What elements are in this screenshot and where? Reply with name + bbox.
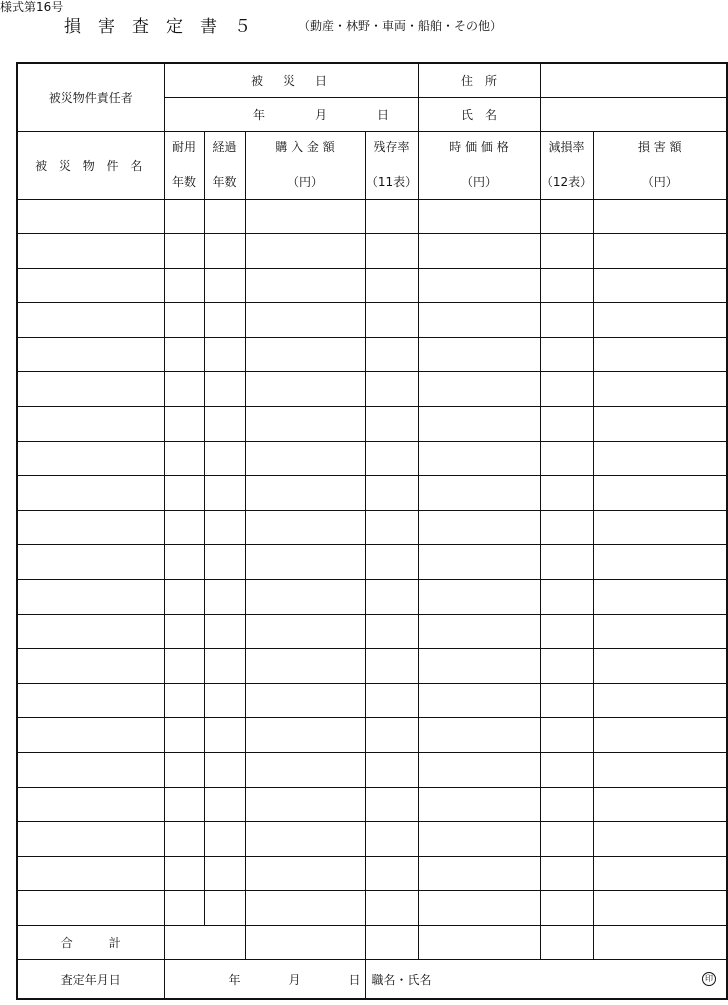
residual-rate-cell[interactable]	[365, 268, 418, 303]
depreciation-rate-cell[interactable]	[540, 337, 593, 372]
depreciation-rate-cell[interactable]	[540, 407, 593, 442]
residual-rate-cell[interactable]	[365, 614, 418, 649]
purchase-amount-cell[interactable]	[245, 580, 365, 615]
durable-years-cell[interactable]	[164, 856, 204, 891]
damage-amount-cell[interactable]	[593, 303, 727, 338]
damage-amount-cell[interactable]	[593, 856, 727, 891]
col-purchase-amount: 購 入 金 額 （円）	[245, 131, 365, 199]
item-name-cell[interactable]	[17, 649, 164, 684]
purchase-amount-cell[interactable]	[245, 683, 365, 718]
elapsed-years-cell[interactable]	[204, 580, 245, 615]
total-residual-rate[interactable]	[365, 925, 418, 959]
market-price-cell[interactable]	[418, 199, 540, 234]
market-price-cell[interactable]	[418, 234, 540, 269]
item-row	[17, 753, 727, 788]
market-price-cell[interactable]	[418, 718, 540, 753]
elapsed-years-cell[interactable]	[204, 856, 245, 891]
damage-amount-cell[interactable]	[593, 614, 727, 649]
item-name-cell[interactable]	[17, 787, 164, 822]
item-name-cell[interactable]	[17, 234, 164, 269]
total-years-cell[interactable]	[164, 925, 245, 959]
item-row	[17, 856, 727, 891]
depreciation-rate-cell[interactable]	[540, 199, 593, 234]
form-subtitle: （動産・林野・車両・船舶・その他）	[298, 19, 503, 33]
purchase-amount-cell[interactable]	[245, 787, 365, 822]
depreciation-rate-cell[interactable]	[540, 683, 593, 718]
purchase-amount-cell[interactable]	[245, 856, 365, 891]
market-price-cell[interactable]	[418, 787, 540, 822]
residual-rate-cell[interactable]	[365, 510, 418, 545]
assessment-month-unit: 月	[288, 972, 301, 987]
market-price-cell[interactable]	[418, 822, 540, 857]
residual-rate-cell[interactable]	[365, 407, 418, 442]
item-name-cell[interactable]	[17, 683, 164, 718]
purchase-amount-cell[interactable]	[245, 718, 365, 753]
elapsed-years-cell[interactable]	[204, 268, 245, 303]
elapsed-years-cell[interactable]	[204, 372, 245, 407]
market-price-cell[interactable]	[418, 407, 540, 442]
item-row	[17, 476, 727, 511]
durable-years-cell[interactable]	[164, 718, 204, 753]
durable-years-cell[interactable]	[164, 510, 204, 545]
residual-rate-cell[interactable]	[365, 337, 418, 372]
durable-years-cell[interactable]	[164, 580, 204, 615]
market-price-cell[interactable]	[418, 891, 540, 926]
market-price-cell[interactable]	[418, 649, 540, 684]
market-price-cell[interactable]	[418, 510, 540, 545]
depreciation-rate-cell[interactable]	[540, 476, 593, 511]
damage-assessment-table	[16, 62, 728, 1000]
residual-rate-cell[interactable]	[365, 545, 418, 580]
item-row	[17, 303, 727, 338]
residual-rate-cell[interactable]	[365, 372, 418, 407]
official-name-label: 職名・氏名	[371, 972, 432, 987]
assessment-date-field[interactable]	[164, 959, 365, 999]
item-row	[17, 510, 727, 545]
col-market-price: 時 価 価 格 （円）	[418, 131, 540, 199]
depreciation-rate-cell[interactable]	[540, 268, 593, 303]
elapsed-years-cell[interactable]	[204, 407, 245, 442]
depreciation-rate-cell[interactable]	[540, 234, 593, 269]
elapsed-years-cell[interactable]	[204, 545, 245, 580]
purchase-amount-cell[interactable]	[245, 303, 365, 338]
item-row	[17, 268, 727, 303]
market-price-cell[interactable]	[418, 683, 540, 718]
total-label: 合 計	[17, 925, 164, 959]
item-name-cell[interactable]	[17, 856, 164, 891]
damage-amount-cell[interactable]	[593, 649, 727, 684]
market-price-cell[interactable]	[418, 753, 540, 788]
elapsed-years-cell[interactable]	[204, 718, 245, 753]
market-price-cell[interactable]	[418, 614, 540, 649]
residual-rate-cell[interactable]	[365, 199, 418, 234]
damage-amount-cell[interactable]	[593, 476, 727, 511]
disaster-date-field[interactable]	[164, 97, 418, 131]
durable-years-cell[interactable]	[164, 268, 204, 303]
item-name-cell[interactable]	[17, 199, 164, 234]
col-item-name: 被 災 物 件 名	[17, 131, 164, 199]
total-depreciation-rate[interactable]	[540, 925, 593, 959]
elapsed-years-cell[interactable]	[204, 753, 245, 788]
assessment-date-label: 査定年月日	[17, 959, 164, 999]
residual-rate-cell[interactable]	[365, 476, 418, 511]
market-price-cell[interactable]	[418, 580, 540, 615]
market-price-cell[interactable]	[418, 268, 540, 303]
elapsed-years-cell[interactable]	[204, 337, 245, 372]
purchase-amount-cell[interactable]	[245, 407, 365, 442]
item-name-cell[interactable]	[17, 822, 164, 857]
durable-years-cell[interactable]	[164, 407, 204, 442]
durable-years-cell[interactable]	[164, 234, 204, 269]
depreciation-rate-cell[interactable]	[540, 303, 593, 338]
damage-amount-cell[interactable]	[593, 268, 727, 303]
residual-rate-cell[interactable]	[365, 822, 418, 857]
col-durable-years: 耐用 年数	[164, 131, 204, 199]
col-damage-amount: 損 害 額 （円）	[593, 131, 727, 199]
damage-amount-cell[interactable]	[593, 510, 727, 545]
elapsed-years-cell[interactable]	[204, 234, 245, 269]
item-name-cell[interactable]	[17, 891, 164, 926]
item-name-cell[interactable]	[17, 268, 164, 303]
purchase-amount-cell[interactable]	[245, 649, 365, 684]
durable-years-cell[interactable]	[164, 337, 204, 372]
elapsed-years-cell[interactable]	[204, 199, 245, 234]
item-name-cell[interactable]	[17, 614, 164, 649]
damage-amount-cell[interactable]	[593, 718, 727, 753]
market-price-cell[interactable]	[418, 441, 540, 476]
depreciation-rate-cell[interactable]	[540, 510, 593, 545]
purchase-amount-cell[interactable]	[245, 476, 365, 511]
item-row	[17, 337, 727, 372]
depreciation-rate-cell[interactable]	[540, 787, 593, 822]
residual-rate-cell[interactable]	[365, 649, 418, 684]
depreciation-rate-cell[interactable]	[540, 545, 593, 580]
col-residual-rate: 残存率 （11表）	[365, 131, 418, 199]
residual-rate-cell[interactable]	[365, 303, 418, 338]
year-unit: 年	[252, 107, 265, 122]
address-label: 住 所	[418, 63, 540, 97]
item-row	[17, 718, 727, 753]
residual-rate-cell[interactable]	[365, 753, 418, 788]
purchase-amount-cell[interactable]	[245, 753, 365, 788]
elapsed-years-cell[interactable]	[204, 476, 245, 511]
elapsed-years-cell[interactable]	[204, 822, 245, 857]
item-row	[17, 580, 727, 615]
form-number: 様式第16号	[0, 0, 64, 14]
damage-amount-cell[interactable]	[593, 683, 727, 718]
item-name-cell[interactable]	[17, 372, 164, 407]
elapsed-years-cell[interactable]	[204, 649, 245, 684]
purchase-amount-cell[interactable]	[245, 441, 365, 476]
col-depreciation-rate: 減損率 （12表）	[540, 131, 593, 199]
name-label: 氏 名	[418, 97, 540, 131]
day-unit: 日	[377, 107, 390, 122]
depreciation-rate-cell[interactable]	[540, 753, 593, 788]
durable-years-cell[interactable]	[164, 787, 204, 822]
durable-years-cell[interactable]	[164, 649, 204, 684]
durable-years-cell[interactable]	[164, 822, 204, 857]
purchase-amount-cell[interactable]	[245, 614, 365, 649]
purchase-amount-cell[interactable]	[245, 199, 365, 234]
market-price-cell[interactable]	[418, 856, 540, 891]
purchase-amount-cell[interactable]	[245, 234, 365, 269]
form-title: 損害査定書５	[64, 17, 268, 37]
damage-amount-cell[interactable]	[593, 407, 727, 442]
market-price-cell[interactable]	[418, 545, 540, 580]
damage-amount-cell[interactable]	[593, 822, 727, 857]
damage-amount-cell[interactable]	[593, 199, 727, 234]
damage-amount-cell[interactable]	[593, 337, 727, 372]
official-name-field[interactable]	[365, 959, 727, 999]
depreciation-rate-cell[interactable]	[540, 856, 593, 891]
durable-years-cell[interactable]	[164, 891, 204, 926]
item-rows	[17, 199, 727, 925]
depreciation-rate-cell[interactable]	[540, 441, 593, 476]
market-price-cell[interactable]	[418, 476, 540, 511]
address-field[interactable]	[540, 63, 727, 97]
item-row	[17, 683, 727, 718]
item-row	[17, 891, 727, 926]
durable-years-cell[interactable]	[164, 614, 204, 649]
item-name-cell[interactable]	[17, 545, 164, 580]
durable-years-cell[interactable]	[164, 545, 204, 580]
durable-years-cell[interactable]	[164, 372, 204, 407]
damage-amount-cell[interactable]	[593, 753, 727, 788]
depreciation-rate-cell[interactable]	[540, 580, 593, 615]
seal-mark: 印	[702, 972, 716, 986]
item-name-cell[interactable]	[17, 441, 164, 476]
item-name-cell[interactable]	[17, 407, 164, 442]
item-row	[17, 822, 727, 857]
damage-amount-cell[interactable]	[593, 787, 727, 822]
elapsed-years-cell[interactable]	[204, 787, 245, 822]
month-unit: 月	[315, 107, 328, 122]
depreciation-rate-cell[interactable]	[540, 891, 593, 926]
purchase-amount-cell[interactable]	[245, 822, 365, 857]
assessment-day-unit: 日	[348, 972, 361, 987]
col-elapsed-years: 経過 年数	[204, 131, 245, 199]
elapsed-years-cell[interactable]	[204, 441, 245, 476]
total-purchase-amount[interactable]	[245, 925, 365, 959]
item-row	[17, 199, 727, 234]
damage-amount-cell[interactable]	[593, 891, 727, 926]
depreciation-rate-cell[interactable]	[540, 822, 593, 857]
item-name-cell[interactable]	[17, 476, 164, 511]
residual-rate-cell[interactable]	[365, 441, 418, 476]
owner-label: 被災物件責任者	[17, 63, 164, 131]
durable-years-cell[interactable]	[164, 753, 204, 788]
durable-years-cell[interactable]	[164, 441, 204, 476]
residual-rate-cell[interactable]	[365, 718, 418, 753]
purchase-amount-cell[interactable]	[245, 268, 365, 303]
item-name-cell[interactable]	[17, 337, 164, 372]
elapsed-years-cell[interactable]	[204, 614, 245, 649]
item-row	[17, 545, 727, 580]
residual-rate-cell[interactable]	[365, 891, 418, 926]
durable-years-cell[interactable]	[164, 476, 204, 511]
item-name-cell[interactable]	[17, 753, 164, 788]
elapsed-years-cell[interactable]	[204, 303, 245, 338]
depreciation-rate-cell[interactable]	[540, 614, 593, 649]
purchase-amount-cell[interactable]	[245, 545, 365, 580]
item-row	[17, 614, 727, 649]
item-name-cell[interactable]	[17, 303, 164, 338]
item-name-cell[interactable]	[17, 510, 164, 545]
depreciation-rate-cell[interactable]	[540, 372, 593, 407]
durable-years-cell[interactable]	[164, 683, 204, 718]
residual-rate-cell[interactable]	[365, 683, 418, 718]
damage-amount-cell[interactable]	[593, 545, 727, 580]
total-market-price[interactable]	[418, 925, 540, 959]
market-price-cell[interactable]	[418, 372, 540, 407]
damage-amount-cell[interactable]	[593, 580, 727, 615]
elapsed-years-cell[interactable]	[204, 510, 245, 545]
residual-rate-cell[interactable]	[365, 580, 418, 615]
damage-amount-cell[interactable]	[593, 441, 727, 476]
name-field[interactable]	[540, 97, 727, 131]
damage-amount-cell[interactable]	[593, 372, 727, 407]
elapsed-years-cell[interactable]	[204, 891, 245, 926]
residual-rate-cell[interactable]	[365, 234, 418, 269]
total-damage-amount[interactable]	[593, 925, 727, 959]
damage-amount-cell[interactable]	[593, 234, 727, 269]
purchase-amount-cell[interactable]	[245, 337, 365, 372]
durable-years-cell[interactable]	[164, 303, 204, 338]
elapsed-years-cell[interactable]	[204, 683, 245, 718]
residual-rate-cell[interactable]	[365, 856, 418, 891]
purchase-amount-cell[interactable]	[245, 891, 365, 926]
durable-years-cell[interactable]	[164, 199, 204, 234]
item-row	[17, 649, 727, 684]
assessment-year-unit: 年	[228, 972, 241, 987]
item-name-cell[interactable]	[17, 718, 164, 753]
depreciation-rate-cell[interactable]	[540, 649, 593, 684]
item-row	[17, 407, 727, 442]
market-price-cell[interactable]	[418, 303, 540, 338]
market-price-cell[interactable]	[418, 337, 540, 372]
purchase-amount-cell[interactable]	[245, 372, 365, 407]
depreciation-rate-cell[interactable]	[540, 718, 593, 753]
item-row	[17, 234, 727, 269]
item-name-cell[interactable]	[17, 580, 164, 615]
item-row	[17, 787, 727, 822]
item-row	[17, 441, 727, 476]
residual-rate-cell[interactable]	[365, 787, 418, 822]
purchase-amount-cell[interactable]	[245, 510, 365, 545]
disaster-date-label: 被 災 日	[164, 63, 418, 97]
item-row	[17, 372, 727, 407]
